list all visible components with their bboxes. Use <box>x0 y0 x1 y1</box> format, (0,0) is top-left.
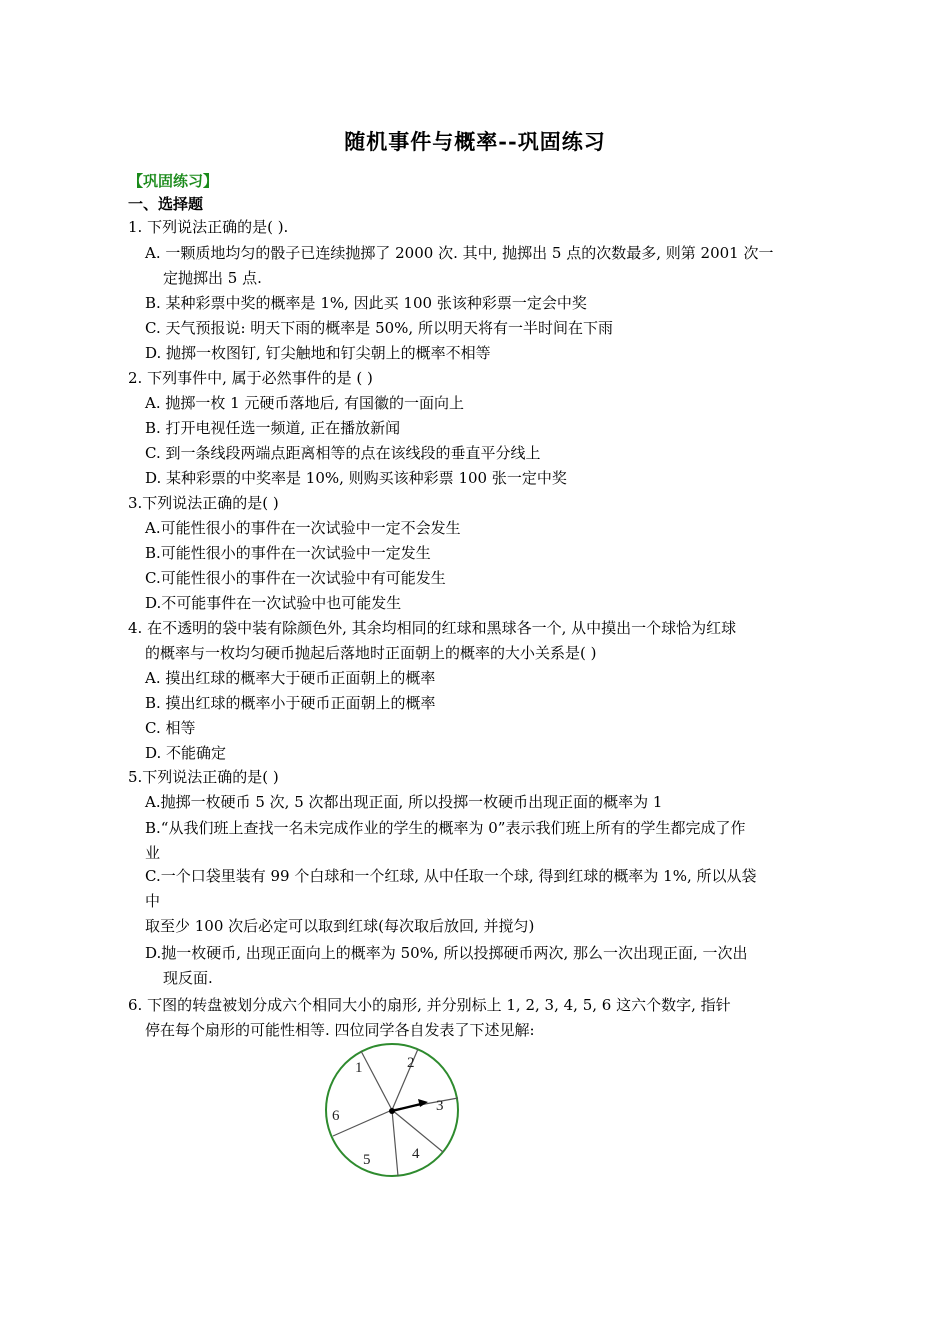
question-5-option-b: B.“从我们班上查找一名未完成作业的学生的概率为 0”表示我们班上所有的学生都完成了作 <box>145 819 746 837</box>
question-3-option-c: C.可能性很小的事件在一次试验中有可能发生 <box>145 569 446 587</box>
question-3-stem: 3.下列说法正确的是( ) <box>128 494 279 512</box>
question-5-option-a: A.抛掷一枚硬币 5 次, 5 次都出现正面, 所以投掷一枚硬币出现正面的概率为 1 <box>145 793 663 811</box>
question-5-stem: 5.下列说法正确的是( ) <box>128 768 279 786</box>
spinner-label-6: 6 <box>332 1108 340 1124</box>
spinner-figure <box>322 1040 462 1180</box>
question-6-stem: 6. 下图的转盘被划分成六个相同大小的扇形, 并分别标上 1, 2, 3, 4, 5, 6 这六个数字, 指针 <box>128 996 731 1014</box>
pointer-hub <box>389 1108 395 1114</box>
question-3-option-b: B.可能性很小的事件在一次试验中一定发生 <box>145 544 431 562</box>
spinner-label-2: 2 <box>407 1055 415 1071</box>
question-5-option-b-cont: 业 <box>145 844 161 862</box>
section-heading: 一、选择题 <box>128 195 204 213</box>
question-5-option-c: C.一个口袋里装有 99 个白球和一个红球, 从中任取一个球, 得到红球的概率为 1%, 所以从袋 <box>145 867 757 885</box>
question-1-option-a-cont: 定抛掷出 5 点. <box>163 269 262 287</box>
question-1-option-a: A. 一颗质地均匀的骰子已连续抛掷了 2000 次. 其中, 抛掷出 5 点的次数最多, 则第 2001 次一 <box>145 244 774 262</box>
question-2-stem: 2. 下列事件中, 属于必然事件的是 ( ) <box>128 369 373 387</box>
page-title: 随机事件与概率--巩固练习 <box>344 129 606 154</box>
question-1-option-c: C. 天气预报说: 明天下雨的概率是 50%, 所以明天将有一半时间在下雨 <box>145 319 613 337</box>
question-5-option-d-cont: 现反面. <box>163 969 213 987</box>
question-2-option-a: A. 抛掷一枚 1 元硬币落地后, 有国徽的一面向上 <box>145 394 464 412</box>
spinner-label-3: 3 <box>436 1098 444 1114</box>
question-4-option-c: C. 相等 <box>145 719 196 737</box>
question-3-option-a: A.可能性很小的事件在一次试验中一定不会发生 <box>145 519 461 537</box>
question-4-stem-cont: 的概率与一枚均匀硬币抛起后落地时正面朝上的概率的大小关系是( ) <box>145 644 597 662</box>
section-tag: 【巩固练习】 <box>128 172 219 190</box>
question-5-option-c-cont2: 取至少 100 次后必定可以取到红球(每次取后放回, 并搅匀) <box>145 917 535 935</box>
spinner-label-5: 5 <box>363 1152 371 1168</box>
question-3-option-d: D.不可能事件在一次试验中也可能发生 <box>145 594 402 612</box>
question-6-stem-cont: 停在每个扇形的可能性相等. 四位同学各自发表了下述见解: <box>145 1021 535 1039</box>
question-4-option-a: A. 摸出红球的概率大于硬币正面朝上的概率 <box>145 669 436 687</box>
question-1-stem: 1. 下列说法正确的是( ). <box>128 218 289 236</box>
question-4-option-d: D. 不能确定 <box>145 744 227 762</box>
question-2-option-c: C. 到一条线段两端点距离相等的点在该线段的垂直平分线上 <box>145 444 541 462</box>
question-4-option-b: B. 摸出红球的概率小于硬币正面朝上的概率 <box>145 694 436 712</box>
question-5-option-c-cont: 中 <box>145 892 161 910</box>
question-2-option-d: D. 某种彩票的中奖率是 10%, 则购买该种彩票 100 张一定中奖 <box>145 469 567 487</box>
spinner-label-4: 4 <box>412 1146 420 1162</box>
question-5-option-d: D.抛一枚硬币, 出现正面向上的概率为 50%, 所以投掷硬币两次, 那么一次出现正面, 一次出 <box>145 944 748 962</box>
question-2-option-b: B. 打开电视任选一频道, 正在播放新闻 <box>145 419 401 437</box>
question-1-option-b: B. 某种彩票中奖的概率是 1%, 因此买 100 张该种彩票一定会中奖 <box>145 294 587 312</box>
spinner-label-1: 1 <box>355 1060 363 1076</box>
question-4-stem: 4. 在不透明的袋中装有除颜色外, 其余均相同的红球和黑球各一个, 从中摸出一个球恰为红球 <box>128 619 737 637</box>
question-1-option-d: D. 抛掷一枚图钉, 钉尖触地和钉尖朝上的概率不相等 <box>145 344 491 362</box>
